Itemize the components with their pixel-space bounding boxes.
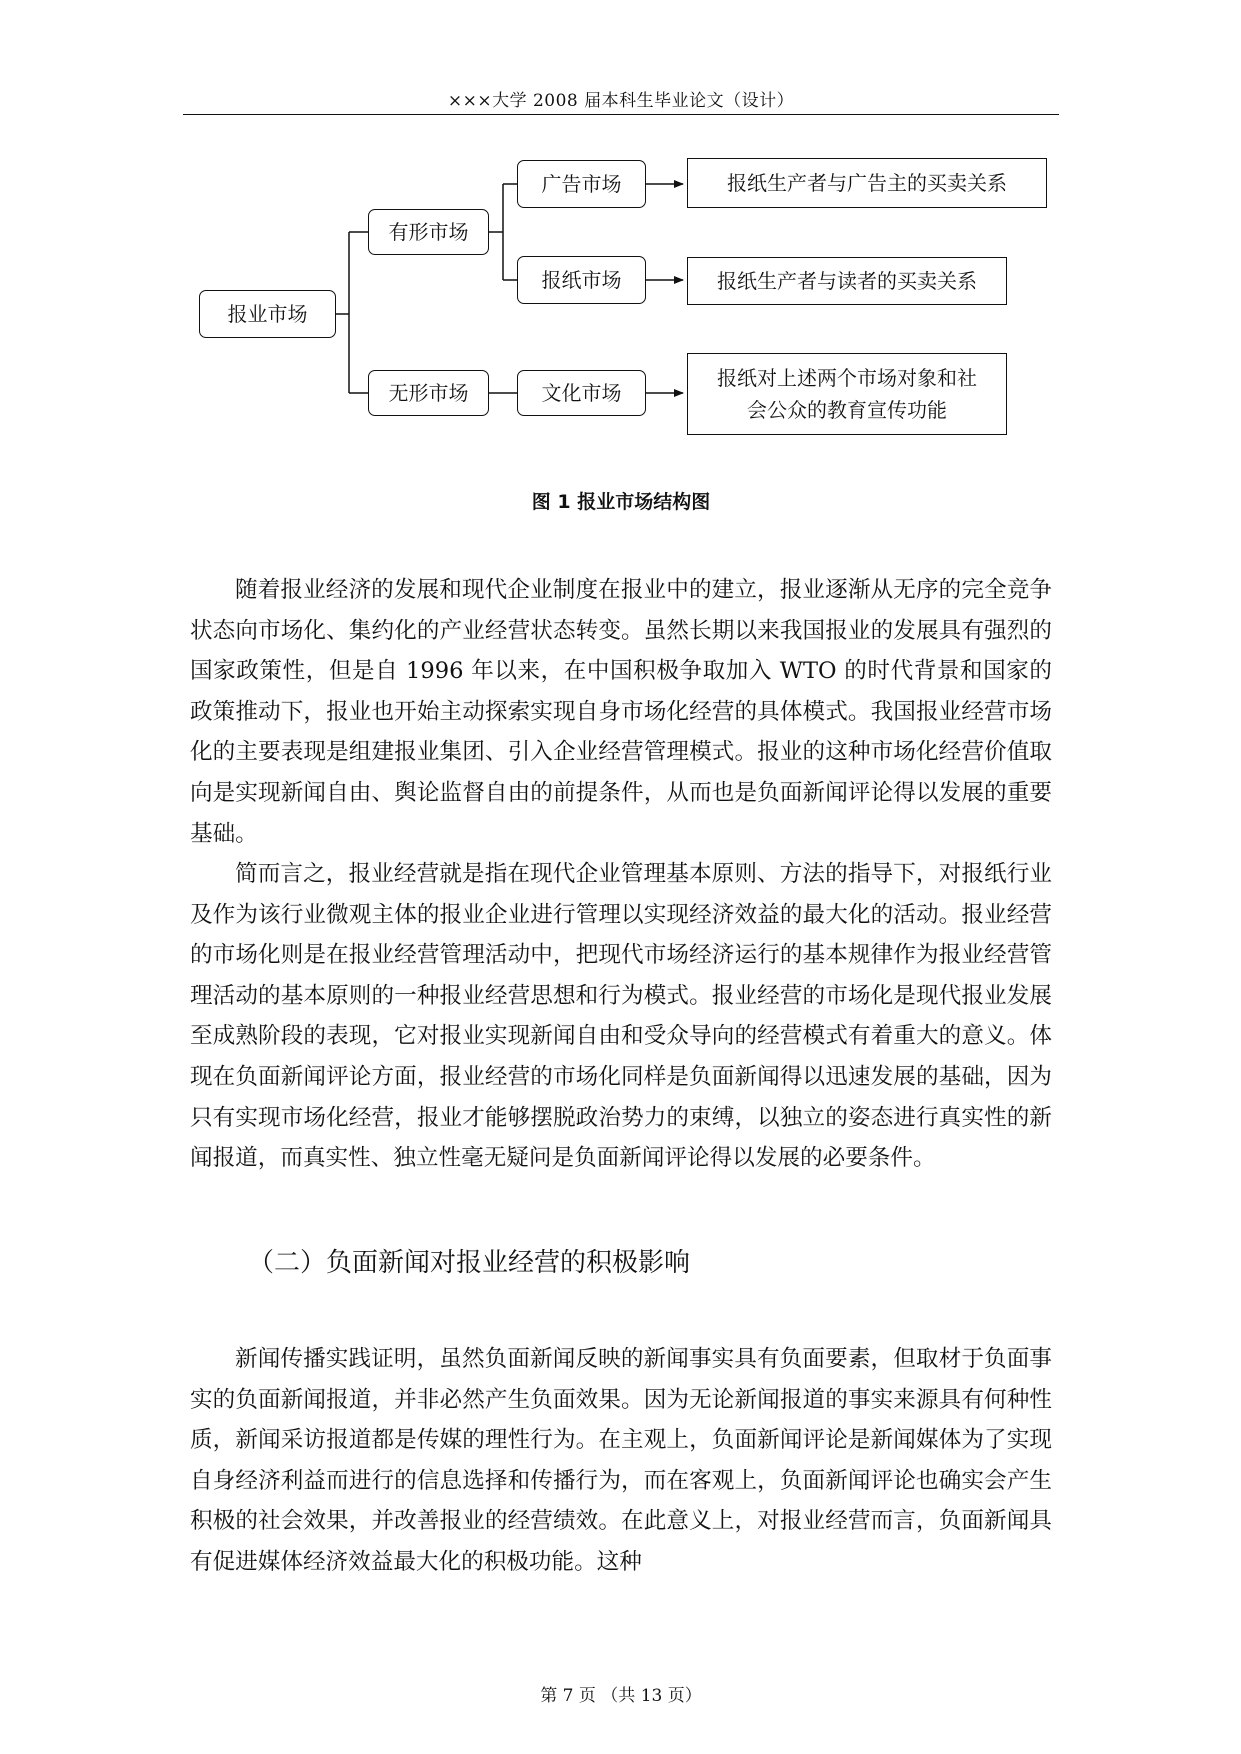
node-reader-relation-label: 报纸生产者与读者的买卖关系	[717, 269, 977, 293]
figure-caption: 图 1 报业市场结构图	[531, 491, 711, 513]
page-footer: 第 7 页 （共 13 页）	[540, 1686, 702, 1706]
node-newspaper-market	[517, 256, 646, 304]
section-heading: （二）负面新闻对报业经营的积极影响	[248, 1248, 691, 1278]
market-structure-diagram	[0, 0, 1241, 500]
node-intangible-market	[368, 370, 489, 416]
node-tangible-market	[368, 209, 489, 255]
node-newspaper-industry-market-label: 报业市场	[227, 302, 308, 326]
node-ad-market	[517, 160, 646, 208]
node-culture-function	[687, 353, 1007, 435]
node-newspaper-industry-market	[199, 290, 336, 338]
node-newspaper-market-label: 报纸市场	[541, 268, 622, 292]
node-ad-relation	[687, 158, 1047, 208]
node-reader-relation	[687, 257, 1007, 305]
node-culture-market-label: 文化市场	[541, 381, 622, 405]
node-culture-market	[517, 370, 646, 416]
node-intangible-market-label: 无形市场	[388, 381, 469, 405]
page-header: ×××大学 2008 届本科生毕业论文（设计）	[447, 91, 795, 111]
body-paragraph-3: 新闻传播实践证明，虽然负面新闻反映的新闻事实具有负面要素，但取材于负面事实的负面新闻报道，并非必然产生负面效果。因为无论新闻报道的事实来源具有何种性质，新闻采访报道都是传媒的理性行为。在主观上，负面新闻评论是新闻媒体为了实现自身经济利益而进行的信息选择和传播行为，而在客观上，负面新闻评论也确实会产生积极的社会效果，并改善报业的经营绩效。在此意义上，对报业经营而言，负面新闻具有促进媒体经济效益最大化的积极功能。这种	[190, 1346, 1052, 1575]
body-paragraph-1: 随着报业经济的发展和现代企业制度在报业中的建立，报业逐渐从无序的完全竞争状态向市场化、集约化的产业经营状态转变。虽然长期以来我国报业的发展具有强烈的国家政策性，但是自 1996 年以来，在中国积极争取加入 WTO 的时代背景和国家的政策推动下，报业也开始主动探索实现自身市场化经营的具体模式。我国报业经营市场化的主要表现是组建报业集团、引入企业经营管理模式。报业的这种市场化经营价值取向是实现新闻自由、舆论监督自由的前提条件，从而也是负面新闻评论得以发展的重要基础。	[190, 577, 1052, 847]
node-ad-market-label: 广告市场	[541, 172, 622, 196]
node-tangible-market-label: 有形市场	[388, 220, 469, 244]
node-culture-function-line2: 会公众的教育宣传功能	[747, 398, 947, 422]
node-ad-relation-label: 报纸生产者与广告主的买卖关系	[727, 171, 1007, 195]
node-culture-function-line1: 报纸对上述两个市场对象和社	[717, 366, 977, 390]
body-paragraph-2: 简而言之，报业经营就是指在现代企业管理基本原则、方法的指导下，对报纸行业及作为该行业微观主体的报业企业进行管理以实现经济效益的最大化的活动。报业经营的市场化则是在报业经营管理活动中，把现代市场经济运行的基本规律作为报业经营管理活动的基本原则的一种报业经营思想和行为模式。报业经营的市场化是现代报业发展至成熟阶段的表现，它对报业实现新闻自由和受众导向的经营模式有着重大的意义。体现在负面新闻评论方面，报业经营的市场化同样是负面新闻得以迅速发展的基础，因为只有实现市场化经营，报业才能够摆脱政治势力的束缚，以独立的姿态进行真实性的新闻报道，而真实性、独立性毫无疑问是负面新闻评论得以发展的必要条件。	[190, 861, 1052, 1172]
